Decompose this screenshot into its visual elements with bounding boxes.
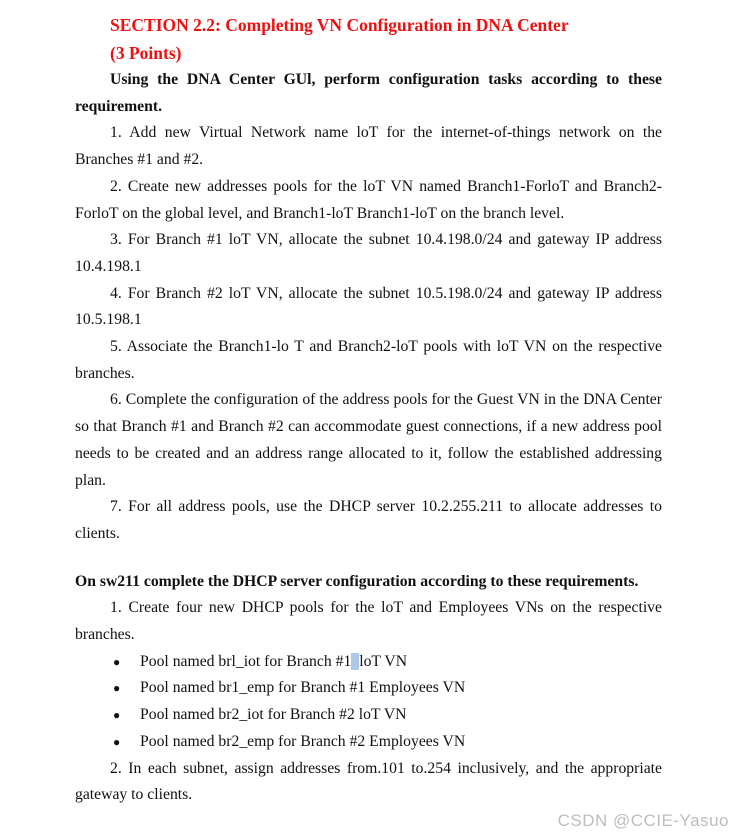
list-item: [75, 649, 662, 676]
requirement-item-2: 2. Create new addresses pools for the loT VN named Branch1-ForloT and Branch2-ForloT on the global level, and Branch1-loT Branch1-loT on the branch level.: [75, 177, 662, 222]
requirement-item-3: 3. For Branch #1 loT VN, allocate the subnet 10.4.198.0/24 and gateway IP address 10.4.198.1: [75, 231, 662, 275]
requirement-item-4: 4. For Branch #2 loT VN, allocate the subnet 10.5.198.0/24 and gateway IP address 10.5.198.1: [75, 284, 662, 329]
bullet-text-post: loT VN: [359, 652, 408, 670]
bullet-text-pre: Pool named brl_iot for Branch #1: [140, 652, 352, 670]
dhcp-item-2: 2. In each subnet, assign addresses from.101 to.254 inclusively, and the appropriate gateway to clients.: [75, 759, 662, 804]
bullet-icon: ●: [113, 681, 121, 696]
dhcp-pool-list: [75, 649, 662, 756]
requirement-item-6: 6. Complete the configuration of the address pools for the Guest VN in the DNA Center so that Branch #1 and Branch #2 can accommodate guest connections, if a new address pool needs to be created and an address range allocated to it, follow the established addressing plan.: [75, 391, 662, 489]
requirement-item-7: 7. For all address pools, use the DHCP server 10.2.255.211 to allocate addresses to clients.: [75, 498, 662, 542]
bullet-icon: ●: [113, 708, 121, 723]
bullet-text: Pool named br2_emp for Branch #2 Employees VN: [140, 732, 466, 750]
list-item: [75, 702, 662, 729]
bullet-icon: ●: [113, 734, 121, 749]
watermark: CSDN @CCIE-Yasuo: [557, 811, 729, 830]
requirement-item-1: 1. Add new Virtual Network name loT for the internet-of-things network on the Branches #1 and #2.: [75, 124, 662, 169]
bullet-icon: ●: [113, 654, 121, 669]
dhcp-heading: On sw211 complete the DHCP server configuration according to these requirements.: [75, 572, 639, 590]
dhcp-item-1: 1. Create four new DHCP pools for the loT and Employees VNs on the respective branches.: [75, 599, 662, 644]
bullet-text: Pool named br1_emp for Branch #1 Employees VN: [140, 679, 466, 697]
intro-paragraph: Using the DNA Center GUl, perform configuration tasks according to these requirement.: [75, 71, 662, 115]
list-item: [75, 675, 662, 702]
section-title: [110, 11, 662, 67]
section-title-line1: SECTION 2.2: Completing VN Configuration in DNA Center: [110, 15, 569, 35]
document-body: [75, 11, 662, 809]
section-title-line2: (3 Points): [110, 43, 182, 63]
requirement-item-5: 5. Associate the Branch1-lo T and Branch2-loT pools with loT VN on the respective branches.: [75, 338, 662, 382]
bullet-text: Pool named br2_iot for Branch #2 loT VN: [140, 706, 407, 724]
list-item: [75, 729, 662, 756]
